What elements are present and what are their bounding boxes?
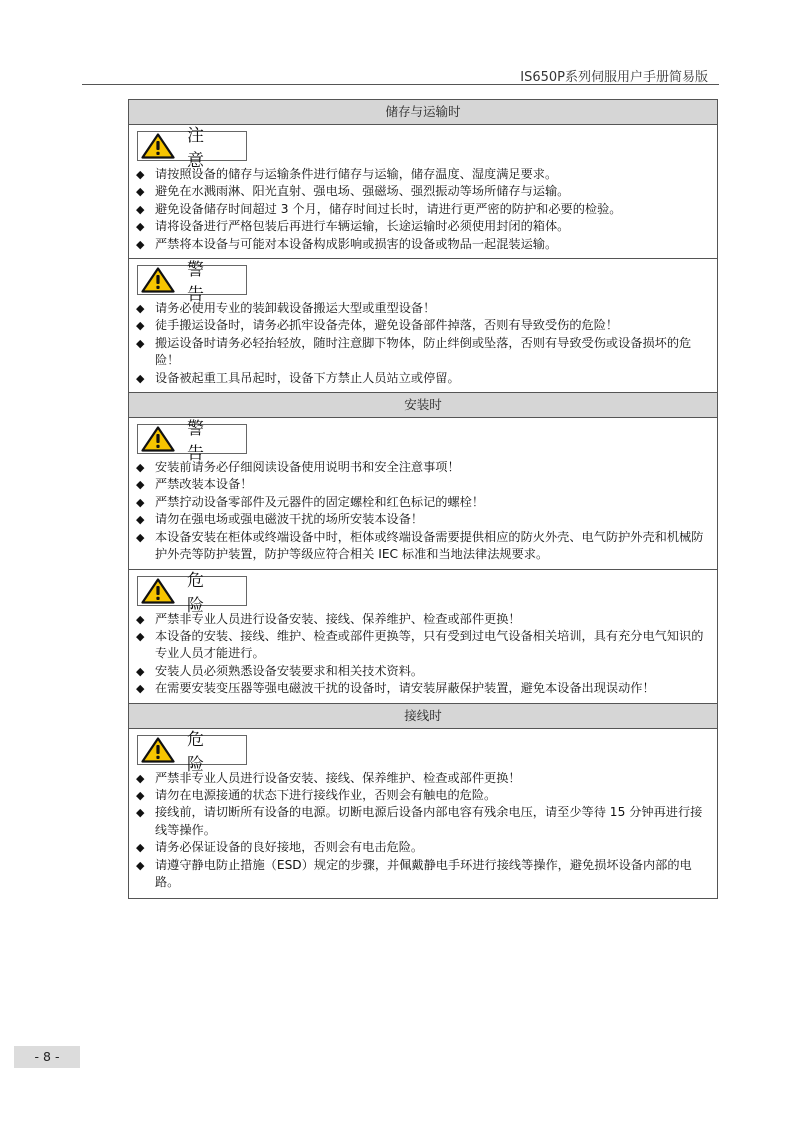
diamond-bullet-icon: ◆: [136, 220, 145, 234]
warning-triangle-icon: [141, 737, 175, 763]
list-item: [135, 839, 709, 856]
page-number: - 8 -: [14, 1046, 80, 1068]
section-header: 安装时: [129, 393, 717, 418]
list-item: [135, 201, 709, 218]
list-item-text: 设备被起重工具吊起时，设备下方禁止人员站立或停留。: [155, 370, 460, 385]
notice-label-box: [137, 729, 247, 775]
list-item: [135, 770, 709, 787]
list-item: [135, 511, 709, 528]
list-item: [135, 236, 709, 253]
notice-list: [129, 459, 717, 563]
list-item-text: 搬运设备时请务必轻抬轻放，随时注意脚下物体，防止绊倒或坠落，否则有导致受伤或设备损坏的危险！: [155, 335, 692, 368]
notice-block: [129, 260, 717, 393]
document-header-title: IS650P系列伺服用户手册简易版: [520, 70, 708, 85]
diamond-bullet-icon: ◆: [136, 513, 145, 527]
warning-triangle-icon: [141, 426, 175, 452]
list-item: [135, 494, 709, 511]
diamond-bullet-icon: ◆: [136, 771, 145, 785]
diamond-bullet-icon: ◆: [136, 841, 145, 855]
diamond-bullet-icon: ◆: [136, 168, 145, 181]
diamond-bullet-icon: ◆: [136, 371, 145, 385]
diamond-bullet-icon: ◆: [136, 336, 145, 350]
list-item: [135, 857, 709, 892]
list-item: [135, 663, 709, 680]
notice-block: [129, 126, 717, 259]
diamond-bullet-icon: ◆: [136, 806, 145, 820]
list-item-text: 本设备的安装、接线、维护、检查或部件更换等，只有受到过电气设备相关培训，具有充分电气知识的专业人员才能进行。: [155, 628, 704, 661]
diamond-bullet-icon: ◆: [136, 319, 145, 333]
notice-label-box: [137, 419, 247, 465]
list-item: [135, 680, 709, 697]
list-item-text: 请务必保证设备的良好接地，否则会有电击危险。: [155, 840, 424, 855]
notice-label: 警 告: [187, 260, 212, 306]
notice-label: 危 险: [187, 570, 212, 616]
list-item-text: 严禁改装本设备！: [155, 477, 253, 492]
safety-notice-table: [128, 99, 718, 899]
list-item-text: 请勿在强电场或强电磁波干扰的场所安装本设备！: [155, 512, 424, 527]
list-item-text: 请务必使用专业的装卸载设备搬运大型或重型设备！: [155, 301, 436, 316]
section-header: 接线时: [129, 704, 717, 729]
list-item-text: 严禁非专业人员进行设备安装、接线、保养维护、检查或部件更换！: [155, 611, 521, 626]
list-item-text: 请勿在电源接通的状态下进行接线作业，否则会有触电的危险。: [155, 787, 497, 802]
warning-triangle-icon: [141, 578, 175, 604]
list-item: [135, 370, 709, 387]
list-item: [135, 459, 709, 476]
diamond-bullet-icon: ◆: [136, 858, 145, 872]
list-item: [135, 529, 709, 564]
list-item-text: 避免在水溅雨淋、阳光直射、强电场、强磁场、强烈振动等场所储存与运输。: [155, 184, 570, 199]
notice-list: [129, 300, 717, 387]
notice-list: [129, 611, 717, 698]
list-item-text: 严禁拧动设备零部件及元器件的固定螺栓和红色标记的螺栓！: [155, 494, 485, 509]
diamond-bullet-icon: ◆: [136, 530, 145, 544]
list-item: [135, 218, 709, 235]
notice-block: [129, 570, 717, 704]
list-item-text: 接线前，请切断所有设备的电源。切断电源后设备内部电容有残余电压，请至少等待 15 分钟再进行接线等操作。: [155, 805, 703, 837]
diamond-bullet-icon: ◆: [136, 461, 145, 475]
list-item-text: 请将设备进行严格包装后再进行车辆运输，长途运输时必须使用封闭的箱体。: [155, 219, 570, 234]
warning-triangle-icon: [141, 267, 175, 293]
notice-label: 危 险: [187, 729, 212, 775]
diamond-bullet-icon: ◆: [136, 478, 145, 492]
notice-label-box: [137, 260, 247, 306]
diamond-bullet-icon: ◆: [136, 302, 145, 316]
list-item-text: 严禁将本设备与可能对本设备构成影响或损害的设备或物品一起混装运输。: [155, 236, 558, 251]
header-divider: [82, 84, 719, 85]
list-item: [135, 183, 709, 200]
list-item: [135, 804, 709, 839]
list-item-text: 请遵守静电防止措施（ESD）规定的步骤，并佩戴静电手环进行接线等操作，避免损坏设备内部的电路。: [155, 857, 692, 889]
list-item-text: 请按照设备的储存与运输条件进行储存与运输，储存温度、湿度满足要求。: [155, 167, 558, 181]
list-item-text: 徒手搬运设备时，请务必抓牢设备壳体，避免设备部件掉落，否则有导致受伤的危险！: [155, 318, 619, 333]
list-item: [135, 300, 709, 317]
notice-list: [129, 166, 717, 253]
list-item-text: 在需要安装变压器等强电磁波干扰的设备时，请安装屏蔽保护装置，避免本设备出现误动作！: [155, 681, 655, 696]
notice-list: [129, 770, 717, 892]
diamond-bullet-icon: ◆: [136, 612, 145, 626]
list-item: [135, 335, 709, 370]
list-item-text: 安装前请务必仔细阅读设备使用说明书和安全注意事项！: [155, 460, 460, 475]
list-item: [135, 317, 709, 334]
notice-block: [129, 419, 717, 569]
notice-label-box: [137, 126, 247, 171]
section-header: 储存与运输时: [129, 100, 717, 125]
notice-label: 注 意: [187, 126, 212, 171]
diamond-bullet-icon: ◆: [136, 202, 145, 216]
list-item: [135, 787, 709, 804]
list-item-text: 安装人员必须熟悉设备安装要求和相关技术资料。: [155, 663, 424, 678]
diamond-bullet-icon: ◆: [136, 237, 145, 251]
diamond-bullet-icon: ◆: [136, 664, 145, 678]
list-item: [135, 476, 709, 493]
diamond-bullet-icon: ◆: [136, 682, 145, 696]
notice-label: 警 告: [187, 419, 212, 465]
list-item: [135, 628, 709, 663]
diamond-bullet-icon: ◆: [136, 185, 145, 199]
list-item: [135, 611, 709, 628]
notice-block: [129, 729, 717, 899]
warning-triangle-icon: [141, 133, 175, 159]
diamond-bullet-icon: ◆: [136, 788, 145, 802]
diamond-bullet-icon: ◆: [136, 629, 145, 643]
list-item-text: 严禁非专业人员进行设备安装、接线、保养维护、检查或部件更换！: [155, 770, 521, 785]
list-item-text: 避免设备储存时间超过 3 个月，储存时间过长时，请进行更严密的防护和必要的检验。: [155, 201, 622, 216]
list-item: [135, 166, 709, 183]
diamond-bullet-icon: ◆: [136, 495, 145, 509]
list-item-text: 本设备安装在柜体或终端设备中时，柜体或终端设备需要提供相应的防火外壳、电气防护外壳和机械防护外壳等防护装置，防护等级应符合相关 IEC 标准和当地法律法规要求。: [155, 529, 704, 562]
notice-label-box: [137, 570, 247, 616]
